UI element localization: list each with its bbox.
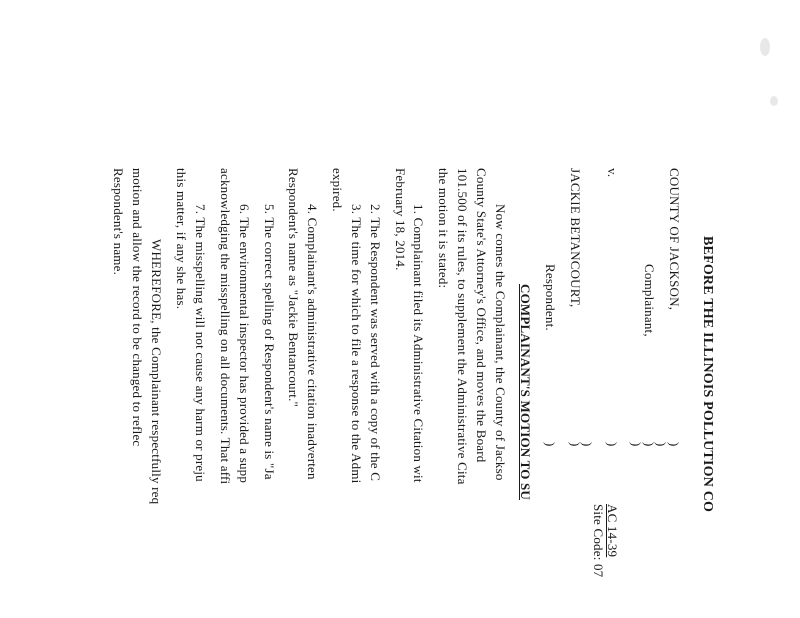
body-line: the motion it is stated:: [436, 168, 451, 289]
caption-bracket: ): [629, 442, 644, 447]
body-line: 5. The correct spelling of Respondent's name is "Ja: [262, 204, 277, 480]
body-line: 3. The time for which to file a response to the Admi: [349, 204, 364, 484]
caption-bracket: ): [543, 442, 558, 447]
respondent-name: JACKIE BETANCOURT,: [568, 168, 583, 308]
caption-bracket: ): [667, 442, 682, 447]
body-line: 7. The misspelling will not cause any harm or preju: [193, 204, 208, 482]
body-line: Respondent's name as "Jackie Bentancourt.": [286, 168, 301, 408]
body-line: WHEREFORE, the Complainant respectfully req: [149, 239, 164, 505]
body-line: Respondent's name.: [111, 168, 126, 276]
versus-label: v.: [605, 168, 620, 178]
body-line: acknowledging the misspelling on all documents. That affi: [218, 168, 233, 485]
caption-bracket: ): [654, 442, 669, 447]
body-line: motion and allow the record to be changed to reflec: [130, 168, 145, 447]
body-line: 6. The environmental inspector has provided a supp: [237, 204, 252, 484]
body-line: Now comes the Complainant, the County of Jackso: [493, 204, 508, 481]
body-line: February 18, 2014.: [393, 168, 408, 271]
case-number: AC 14-39: [605, 504, 620, 558]
site-code: Site Code: 07: [591, 504, 606, 578]
caption-bracket: ): [605, 442, 620, 447]
body-line: 4. Complainant's administrative citation inadverten: [305, 204, 320, 480]
caption-bracket: ): [580, 442, 595, 447]
body-line: 101.500 of its rules, to supplement the Administrative Cita: [455, 168, 470, 485]
respondent-label: Respondent.: [543, 264, 558, 331]
motion-title: COMPLAINANT'S MOTION TO SU: [518, 284, 533, 500]
body-line: 1. Complainant filed its Administrative Citation wit: [411, 204, 426, 483]
county-caption: COUNTY OF JACKSON,: [667, 168, 682, 311]
body-line: this matter, if any she has.: [174, 168, 189, 310]
caption-bracket: ): [568, 442, 583, 447]
body-line: County State's Attorney's Office, and moves the Board: [474, 168, 489, 463]
complainant-label: Complainant,: [642, 264, 657, 337]
body-line: 2. The Respondent was served with a copy of the C: [368, 204, 383, 482]
caption-bracket: ): [642, 442, 657, 447]
document-header: BEFORE THE ILLINOIS POLLUTION CO: [700, 236, 715, 513]
body-line: expired.: [330, 168, 345, 212]
